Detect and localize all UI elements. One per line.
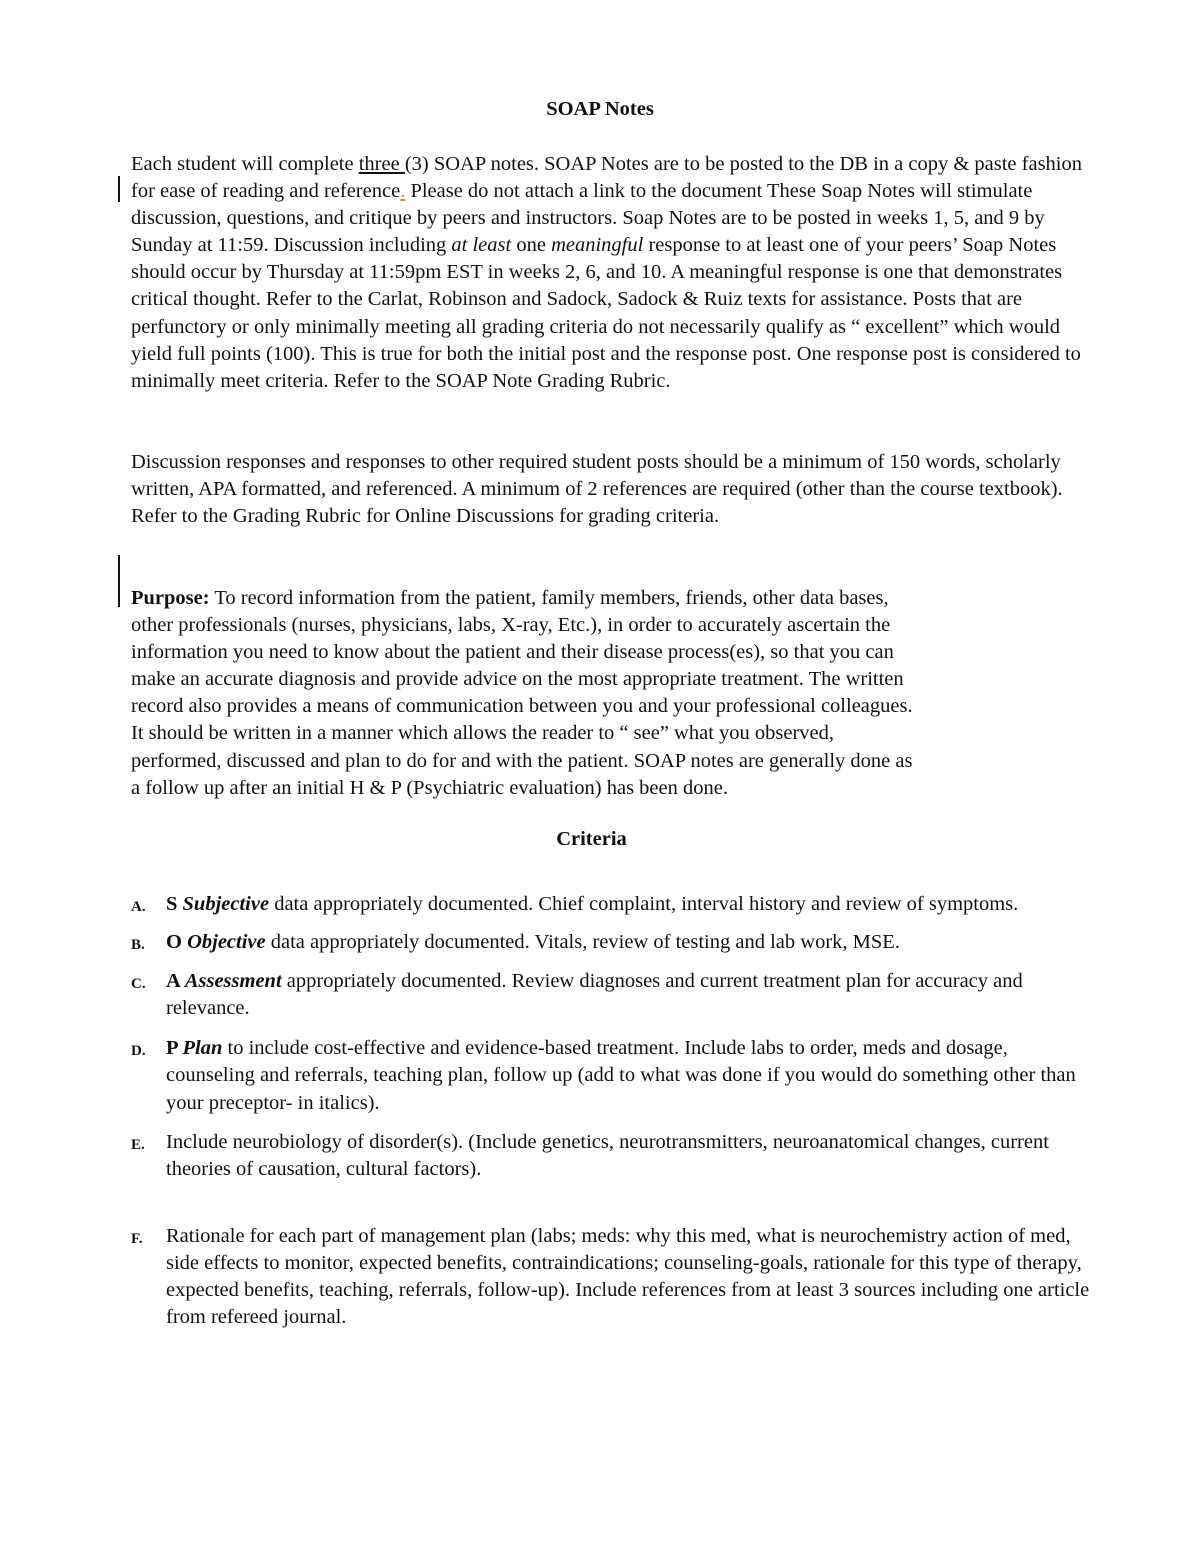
criteria-prefix: A <box>166 970 185 993</box>
revision-bar <box>118 555 120 607</box>
criteria-item-rationale <box>131 1223 1091 1331</box>
intro-text: Each student will complete <box>131 153 359 175</box>
purpose-line <box>131 585 1091 612</box>
criteria-term: Plan <box>182 1037 223 1060</box>
purpose-line: a follow up after an initial H & P (Psychiatric evaluation) has been done. <box>131 776 728 799</box>
criteria-text: appropriately documented. Review diagnoses and current treatment plan for accuracy and relevance. <box>166 970 1023 1020</box>
criteria-heading: Criteria <box>556 828 627 850</box>
criteria-text: data appropriately documented. Chief complaint, interval history and review of symptoms. <box>269 893 1019 915</box>
purpose-line: other professionals (nurses, physicians, labs, X-ray, Etc.), in order to accurately ascertain the <box>131 614 891 637</box>
purpose-line: make an accurate diagnosis and provide advice on the most appropriate treatment. The written <box>131 668 904 691</box>
list-marker: B. <box>131 937 145 954</box>
intro-text: (3) SOAP notes. SOAP Notes are to be posted to the DB in a copy & paste fashion for ease of reading and reference <box>131 153 1082 203</box>
list-marker: A. <box>131 899 146 915</box>
criteria-prefix: O <box>166 931 188 954</box>
criteria-prefix: P <box>166 1037 183 1060</box>
purpose-line: information you need to know about the patient and their disease process(es), so that you can <box>131 641 894 664</box>
purpose-paragraph <box>131 585 1091 802</box>
list-marker: C. <box>131 976 146 993</box>
revision-bar <box>118 176 120 202</box>
italic-phrase: at least <box>451 234 512 257</box>
edit-mark: . <box>400 180 406 203</box>
intro-text: one <box>511 234 552 257</box>
criteria-list <box>131 891 1091 1331</box>
criteria-item-objective <box>131 929 1091 956</box>
italic-phrase: meaningful <box>551 234 644 257</box>
criteria-text: to include cost-effective and evidence-based treatment. Include labs to order, meds and dosage, counseling and referrals, teaching plan, follow up (add to what was done if you would do something other than your preceptor- in italics). <box>166 1037 1076 1114</box>
intro-paragraph <box>131 151 1091 395</box>
criteria-term: Assessment <box>184 970 282 993</box>
criteria-term: Subjective <box>182 893 270 915</box>
criteria-text: data appropriately documented. Vitals, review of testing and lab work, MSE. <box>265 931 900 954</box>
underlined-word: three <box>358 153 405 175</box>
criteria-term: Objective <box>187 931 266 954</box>
criteria-text: Include neurobiology of disorder(s). (Include genetics, neurotransmitters, neuroanatomical changes, current theories of causation, cultural factors). <box>166 1130 1049 1180</box>
criteria-item-neurobiology <box>131 1129 1091 1183</box>
purpose-label: Purpose: <box>131 587 210 609</box>
list-marker: F. <box>131 1230 143 1247</box>
discussion-paragraph: Discussion responses and responses to other required student posts should be a minimum of 150 words, scholarly written, APA formatted, and referenced. A minimum of 2 references are required (other than the course textbook). Refer to the Grading Rubric for Online Discussions for grading criteria. <box>131 451 1063 528</box>
criteria-item-plan <box>131 1035 1091 1116</box>
criteria-text: Rationale for each part of management plan (labs; meds: why this med, what is neurochemistry action of med, side effects to monitor, expected benefits, contraindications; counseling-goals, rationale for this type of therapy, expected benefits, teaching, referrals, follow-up). Include references from at least 3 sources including one article from refereed journal. <box>166 1224 1090 1329</box>
purpose-line: record also provides a means of communication between you and your professional colleagues. <box>131 695 913 718</box>
list-marker: E. <box>131 1136 145 1153</box>
purpose-text: To record information from the patient, family members, friends, other data bases, <box>209 587 889 609</box>
intro-text: response to at least one of your peers’ Soap Notes should occur by Thursday at 11:59pm EST in weeks 2, 6, and 10. A meaningful response is one that demonstrates critical thought. Refer to the Carlat, Robinson and Sadock, Sadock & Ruiz texts for assistance. Posts that are perfunctory or only minimally meeting all grading criteria do not necessarily qualify as “ excellent” which would yield full points (100). This is true for both the initial post and the response post. One response post is considered to minimally meet criteria. Refer to the SOAP Note Grading Rubric. <box>131 234 1081 392</box>
document-title: SOAP Notes <box>546 98 654 120</box>
purpose-line: It should be written in a manner which allows the reader to “ see” what you observed, <box>131 722 835 745</box>
list-marker: D. <box>131 1043 146 1060</box>
criteria-prefix: S <box>166 893 183 915</box>
intro-text: Please do not attach a link to the document These Soap Notes will stimulate discussion, questions, and critique by peers and instructors. Soap Notes are to be posted in weeks 1, 5, and 9 by Sunday at 11:59. Discussion including <box>131 180 1045 257</box>
criteria-item-subjective <box>131 891 1091 918</box>
purpose-line: performed, discussed and plan to do for and with the patient. SOAP notes are generally done as <box>131 749 913 772</box>
criteria-item-assessment <box>131 968 1091 1022</box>
